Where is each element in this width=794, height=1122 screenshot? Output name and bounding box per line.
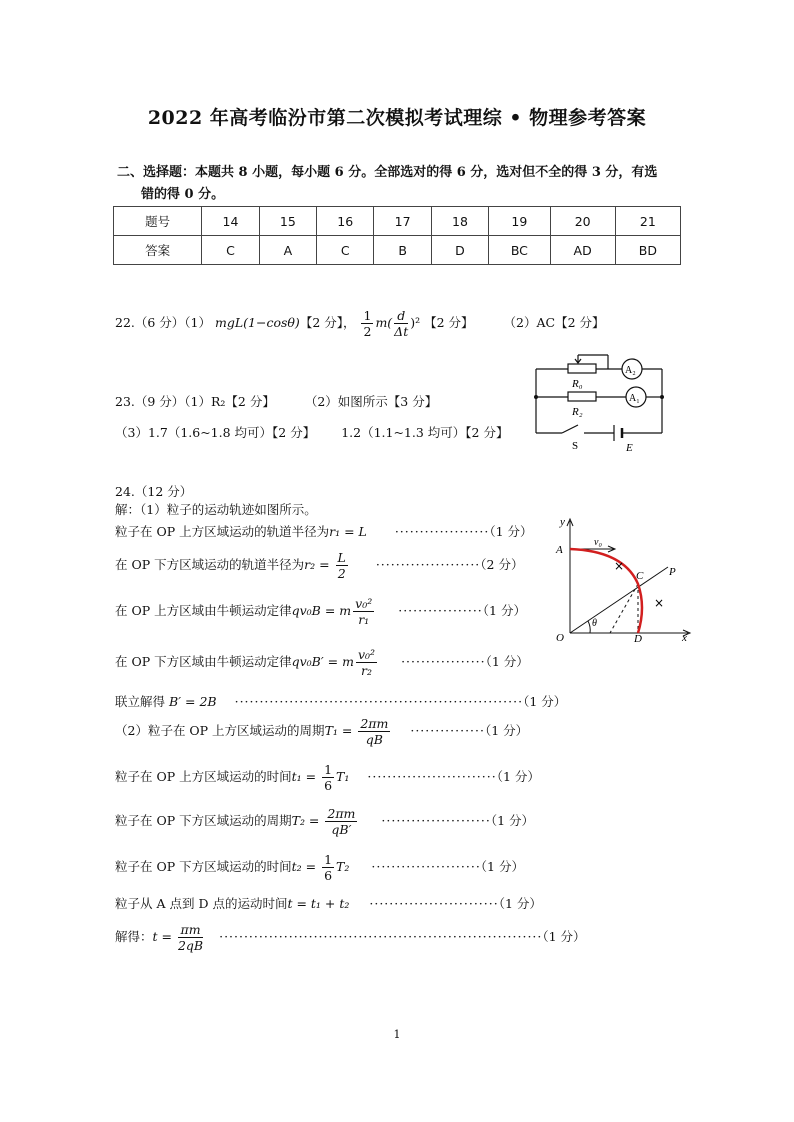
- table-cell: 18: [431, 207, 488, 236]
- q24-header: 24.（12 分）: [115, 484, 193, 499]
- q23-part2: （2）如图所示【3 分】: [304, 394, 438, 409]
- section-heading-line1: 二、选择题：本题共 8 小题，每小题 6 分。全部选对的得 6 分，选对但不全的得 3 分，有选: [117, 165, 658, 180]
- point-c-label: C: [636, 570, 644, 582]
- table-cell: AD: [550, 236, 615, 265]
- q22-expr1: mgL(1−cosθ): [215, 315, 300, 330]
- switch-label: S: [572, 440, 579, 452]
- table-row: [114, 207, 681, 236]
- q22-line: [115, 308, 605, 339]
- table-row: [114, 236, 681, 265]
- q22-score1: 【2 分】，: [299, 315, 356, 330]
- q24-intro: 解：（1）粒子的运动轨迹如图所示。: [115, 502, 317, 517]
- q23-part1: 23.（9 分）（1）R₂【2 分】: [115, 394, 275, 409]
- answer-table: [113, 206, 681, 265]
- q24-line-7: 粒子在 OP 上方区域运动的时间t₁ = $\frac{1}{6}$ T₁ ··························（1 分）: [115, 762, 540, 793]
- q24-line-9: 粒子在 OP 下方区域运动的时间t₂ = $\frac{1}{6}$ T₂ ······················（1 分）: [115, 852, 524, 883]
- q22-prefix: 22.（6 分）（1）: [115, 315, 212, 330]
- point-a-label: A: [556, 544, 563, 556]
- table-cell: 14: [202, 207, 259, 236]
- q22-fraction-half: $\frac{1}{2}$: [363, 308, 372, 339]
- q24-line-3: 在 OP 上方区域由牛顿运动定律qv₀B = m $\frac{\text{v₀²}}{\text{r₁}}$ ·················（1 分）: [115, 596, 526, 627]
- junction-dot: [660, 395, 664, 399]
- table-cell: 21: [615, 207, 680, 236]
- q22-score2: 【2 分】: [424, 315, 474, 330]
- table-cell: C: [317, 236, 374, 265]
- q24-line-6: （2）粒子在 OP 上方区域运动的周期T₁ = $\frac{2\pi m}{qB}$ ···············（1 分）: [115, 716, 529, 747]
- r2-label: R₂: [572, 406, 583, 418]
- origin-label: O: [556, 632, 564, 643]
- table-cell: C: [202, 236, 259, 265]
- table-cell: 19: [489, 207, 550, 236]
- y-axis-label: y: [560, 516, 565, 528]
- trajectory-figure: [552, 515, 697, 643]
- table-cell: 16: [317, 207, 374, 236]
- table-cell: 15: [259, 207, 316, 236]
- battery-label: E: [626, 442, 633, 454]
- q23-line1: [115, 392, 437, 410]
- point-p-label: P: [669, 566, 676, 578]
- table-cell: 17: [374, 207, 431, 236]
- ammeter-a1-label: A₁: [629, 393, 640, 404]
- theta-label: θ: [592, 618, 597, 629]
- q24-line-11: 解得：t = $\frac{\pi m}{2qB}$ ·································································（1 分）: [115, 922, 586, 953]
- field-cross-upper: ×: [614, 559, 625, 573]
- r0-label: R₀: [572, 378, 583, 390]
- ammeter-a2-label: A₂: [625, 365, 636, 376]
- q23-part3a: （3）1.7（1.6~1.8 均可）【2 分】: [115, 425, 316, 440]
- row-header: 题号: [114, 207, 202, 236]
- q23-line2: [115, 423, 508, 441]
- page-number: 1: [393, 1028, 401, 1041]
- table-cell: A: [259, 236, 316, 265]
- x-axis-label: x: [682, 632, 687, 643]
- q24-line-2: 在 OP 下方区域运动的轨道半径为r₂ = $\frac{L}{2}$ ·····················（2 分）: [115, 550, 524, 581]
- section-heading-line2: 错的得 0 分。: [141, 187, 225, 202]
- q22-fraction-d-dt: $\frac{d}{\Delta t}$: [394, 308, 409, 339]
- table-cell: BD: [615, 236, 680, 265]
- v0-label: v₀: [594, 537, 602, 548]
- table-cell: B: [374, 236, 431, 265]
- circuit-diagram: [526, 345, 696, 455]
- q24-line-1: 粒子在 OP 上方区域运动的轨道半径为r₁ = L ···················（1 分）: [115, 524, 533, 539]
- table-cell: 20: [550, 207, 615, 236]
- trajectory-curve: [570, 549, 642, 633]
- q24-line-8: 粒子在 OP 下方区域运动的周期T₂ = $\frac{2\pi m}{qB'}$ ······················（1 分）: [115, 806, 535, 837]
- table-cell: BC: [489, 236, 550, 265]
- junction-dot: [534, 395, 538, 399]
- q23-part3b: 1.2（1.1~1.3 均可）【2 分】: [341, 425, 509, 440]
- q24-line-5: 联立解得 B′ = 2B ··························································（1 分）: [115, 694, 567, 709]
- q24-line-4: 在 OP 下方区域由牛顿运动定律qv₀B′ = m $\frac{\text{v₀²}}{\text{r₂}}$ ·················（1 分）: [115, 647, 529, 678]
- q24-line-10: 粒子从 A 点到 D 点的运动时间t = t₁ + t₂ ··························（1 分）: [115, 896, 542, 911]
- q22-close: )²: [410, 315, 421, 330]
- q22-part2: （2）AC【2 分】: [503, 315, 605, 330]
- point-d-label: D: [634, 633, 642, 643]
- page-title: 2022 年高考临汾市第二次模拟考试理综 • 物理参考答案: [147, 107, 647, 129]
- section-heading: [117, 162, 689, 206]
- field-cross-lower: ×: [654, 596, 665, 610]
- q22-m: m(: [375, 315, 393, 330]
- table-cell: D: [431, 236, 488, 265]
- row-header: 答案: [114, 236, 202, 265]
